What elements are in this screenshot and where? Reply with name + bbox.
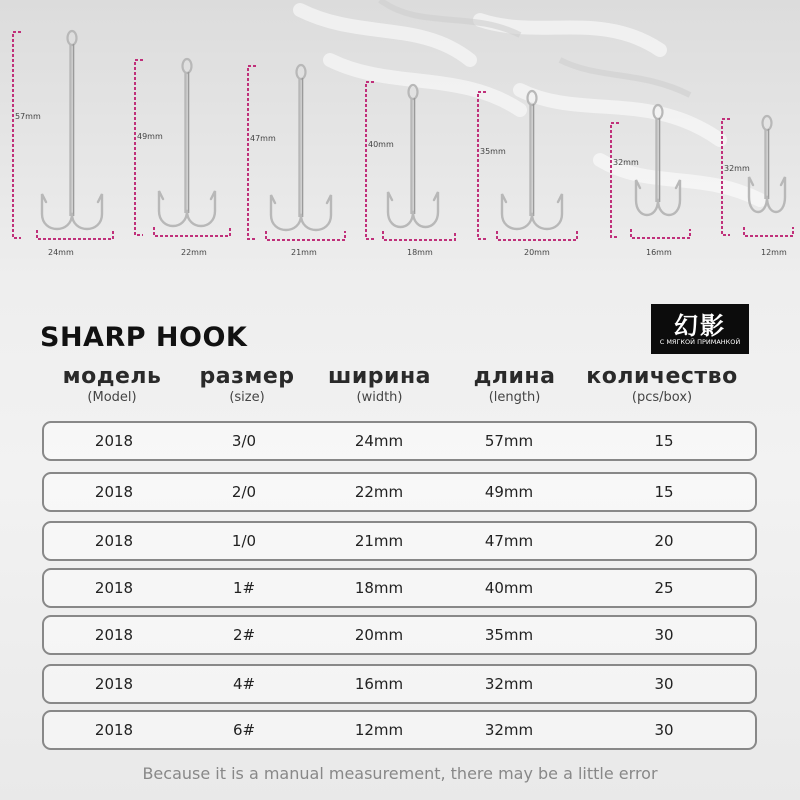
cell-length: 32mm [484, 721, 534, 739]
double-hook [271, 65, 331, 230]
dimension-bracket [722, 119, 793, 236]
dimension-bracket [13, 32, 113, 239]
cell-quantity: 25 [654, 579, 674, 597]
cell-width: 18mm [354, 579, 404, 597]
width-dimension-label: 20mm [524, 248, 550, 257]
length-dimension-label: 47mm [250, 134, 276, 143]
cell-model: 2018 [94, 432, 134, 450]
cell-length: 32mm [484, 675, 534, 693]
cell-quantity: 15 [654, 483, 674, 501]
brand-logo [651, 304, 749, 354]
cell-length: 49mm [484, 483, 534, 501]
hook-bend-right [72, 194, 102, 229]
logo-subtitle: С МЯГКОЙ ПРИМАНКОЙ [659, 338, 741, 346]
cell-length: 57mm [484, 432, 534, 450]
cell-length: 40mm [484, 579, 534, 597]
cell-width: 12mm [354, 721, 404, 739]
table-row [42, 421, 757, 461]
cell-model: 2018 [94, 483, 134, 501]
double-hook [502, 91, 562, 229]
cell-length: 35mm [484, 626, 534, 644]
dimension-bracket [611, 123, 690, 238]
cell-size: 3/0 [231, 432, 257, 450]
hook-bend-right [187, 191, 215, 226]
width-dimension-label: 21mm [291, 248, 317, 257]
hook-bend-left [502, 194, 532, 229]
hook-bend-left [159, 191, 187, 226]
hook-bend-right [301, 195, 331, 230]
width-dimension-label: 16mm [646, 248, 672, 257]
hook-bend-left [271, 195, 301, 230]
header-model: модель (Model) [62, 364, 162, 405]
table-row [42, 710, 757, 750]
cell-quantity: 20 [654, 532, 674, 550]
header-length: длина (length) [473, 364, 556, 405]
hook-eye [68, 31, 77, 45]
hook-bend-right [767, 177, 785, 212]
cell-model: 2018 [94, 721, 134, 739]
cell-size: 2/0 [231, 483, 257, 501]
width-dimension-label: 22mm [181, 248, 207, 257]
cell-size: 2# [232, 626, 256, 644]
cell-model: 2018 [94, 626, 134, 644]
hook-bend-left [388, 192, 413, 227]
length-dimension-label: 32mm [724, 164, 750, 173]
hook-eye [763, 116, 772, 130]
cell-size: 6# [232, 721, 256, 739]
cell-quantity: 30 [654, 675, 674, 693]
double-hook [159, 59, 215, 226]
table-row [42, 521, 757, 561]
cell-width: 20mm [354, 626, 404, 644]
cell-width: 22mm [354, 483, 404, 501]
header-size: размер (size) [199, 364, 295, 405]
cell-width: 21mm [354, 532, 404, 550]
cell-size: 1# [232, 579, 256, 597]
length-dimension-label: 40mm [368, 140, 394, 149]
hook-bend-right [413, 192, 438, 227]
cell-model: 2018 [94, 675, 134, 693]
hook-bend-left [42, 194, 72, 229]
cell-size: 4# [232, 675, 256, 693]
cell-quantity: 30 [654, 626, 674, 644]
double-hook [749, 116, 785, 212]
cell-model: 2018 [94, 532, 134, 550]
table-row [42, 615, 757, 655]
double-hook [388, 85, 438, 227]
table-row [42, 568, 757, 608]
cell-size: 1/0 [231, 532, 257, 550]
double-hook [636, 105, 680, 215]
cell-length: 47mm [484, 532, 534, 550]
length-dimension-label: 57mm [15, 112, 41, 121]
width-dimension-label: 18mm [407, 248, 433, 257]
cell-model: 2018 [94, 579, 134, 597]
hook-eye [654, 105, 663, 119]
table-row [42, 472, 757, 512]
measurement-disclaimer: Because it is a manual measurement, there may be a little error [142, 764, 658, 783]
hooks-illustration [0, 0, 800, 330]
page-title: SHARP HOOK [40, 322, 248, 353]
length-dimension-label: 49mm [137, 132, 163, 141]
cell-width: 24mm [354, 432, 404, 450]
hook-bend-right [532, 194, 562, 229]
header-quantity: количество (pcs/box) [586, 364, 738, 405]
length-dimension-label: 35mm [480, 147, 506, 156]
cell-quantity: 30 [654, 721, 674, 739]
length-dimension-label: 32mm [613, 158, 639, 167]
cell-width: 16mm [354, 675, 404, 693]
double-hook [42, 31, 102, 229]
header-width: ширина (width) [328, 364, 431, 405]
width-dimension-label: 12mm [761, 248, 787, 257]
hook-bend-left [636, 180, 658, 215]
hook-eye [409, 85, 418, 99]
table-row [42, 664, 757, 704]
cell-quantity: 15 [654, 432, 674, 450]
table-header [42, 364, 757, 420]
hook-bend-right [658, 180, 680, 215]
logo-glyphs: 幻影 [674, 311, 726, 340]
hook-eye [528, 91, 537, 105]
width-dimension-label: 24mm [48, 248, 74, 257]
hook-eye [183, 59, 192, 73]
hook-eye [297, 65, 306, 79]
